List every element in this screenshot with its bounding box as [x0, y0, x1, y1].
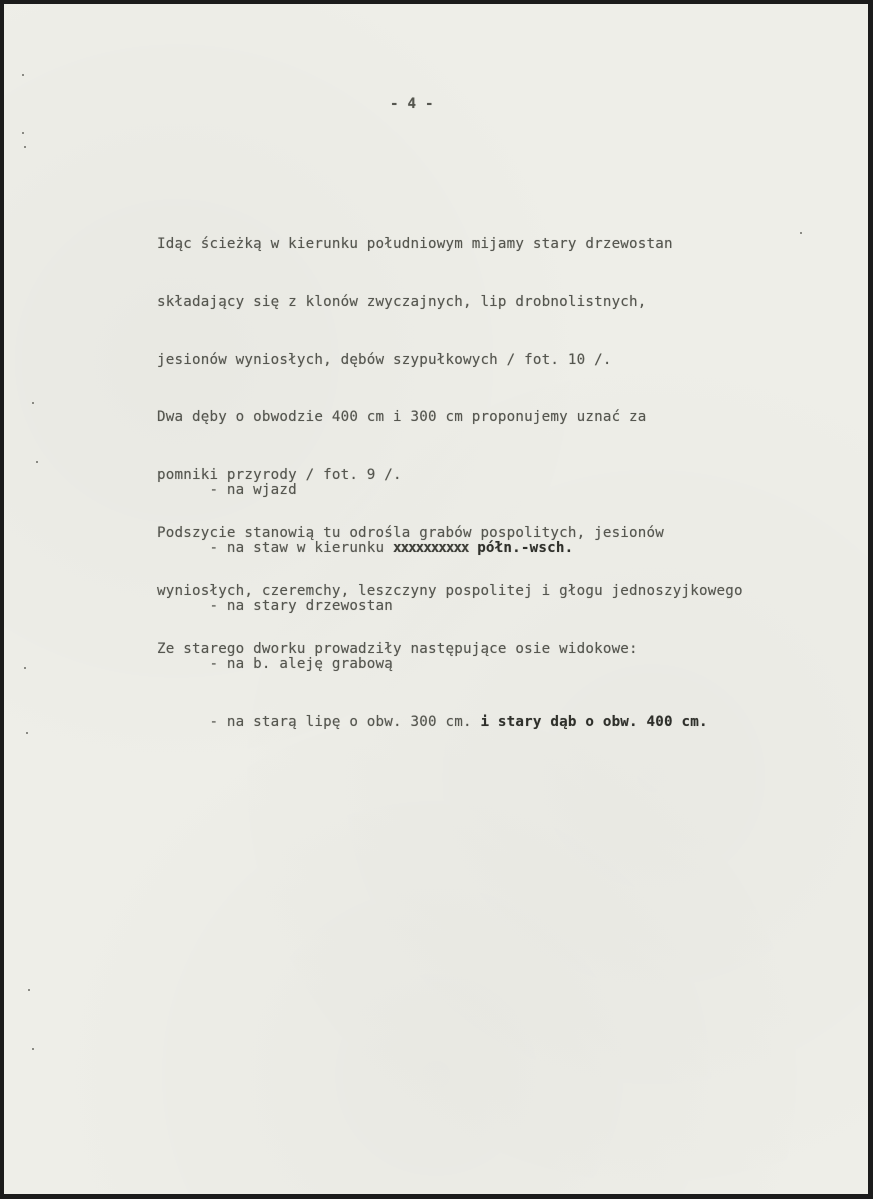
list-item-text: - na stary drzewostan: [209, 598, 394, 614]
paragraph-line: jesionów wyniosłych, dębów szypułkowych / fot. 10 /.: [157, 351, 612, 368]
paper-speck: [28, 989, 30, 991]
paragraph-line: Podszycie stanowią tu odrośla grabów pospolitych, jesionów: [157, 524, 665, 541]
list-item-text: - na staw w kierunku: [209, 540, 394, 556]
paragraph-line: Idąc ścieżką w kierunku południowym mijamy stary drzewostan: [157, 236, 673, 252]
list-item: [157, 625, 708, 672]
paper-speck: [32, 1048, 34, 1050]
struck-out-text: xxxxxxxxxx: [393, 540, 469, 556]
paragraph-line: składający się z klonów zwyczajnych, lip drobnolistnych,: [157, 293, 647, 310]
list-item: [157, 567, 708, 614]
list-item-text: i stary dąb o obw. 400 cm.: [471, 714, 708, 730]
paper-speck: [26, 732, 28, 734]
paragraph-line: pomniki przyrody / fot. 9 /.: [157, 467, 402, 484]
list-item: [157, 451, 708, 498]
list-item: [157, 509, 708, 556]
paper-speck: [24, 667, 26, 669]
page-number: - 4 -: [390, 96, 434, 112]
list-item-text: - na starą lipę o obw. 300 cm.: [209, 714, 472, 730]
list-item-text: półn.-wsch.: [468, 540, 574, 556]
paper-speck: [800, 232, 802, 234]
paragraph-line: Dwa dęby o obwodzie 400 cm i 300 cm proponujemy uznać za: [157, 409, 647, 426]
list-item-text: - na wjazd: [209, 482, 297, 498]
document-page: [4, 4, 868, 1194]
view-axes-list: [157, 419, 708, 741]
list-item-text: - na b. aleję grabową: [209, 656, 394, 672]
list-item: [157, 683, 708, 730]
paper-speck: [22, 74, 24, 76]
paragraph-line: Ze starego dworku prowadziły następujące osie widokowe:: [157, 640, 638, 657]
paper-speck: [36, 461, 38, 463]
paper-speck: [24, 146, 26, 148]
paper-speck: [22, 132, 24, 134]
paper-speck: [32, 402, 34, 404]
paragraph-line: wyniosłych, czeremchy, leszczyny pospolitej i głogu jednoszyjkowego: [157, 582, 743, 599]
